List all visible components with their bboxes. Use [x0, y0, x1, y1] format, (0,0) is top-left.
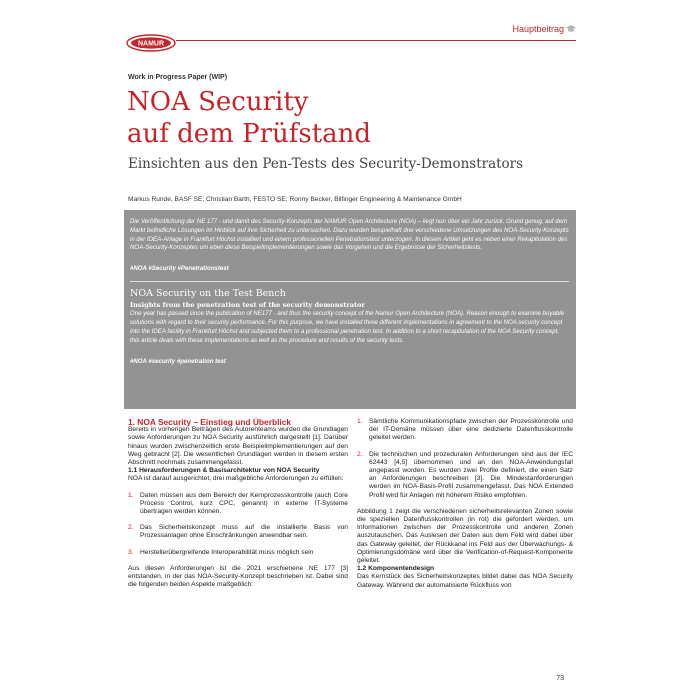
subsection-heading-1-1: 1.1 Herausforderungen & Basisarchitektur von NOA Security [128, 467, 320, 475]
requirements-paragraph: NOA ist darauf ausgerichtet, drei maßgebliche Anforderungen zu erfüllen: [128, 475, 344, 483]
title-line-1: NOA Security [127, 87, 309, 117]
list-item [357, 418, 573, 443]
list-item [128, 549, 348, 557]
logo-text: NAMUR [137, 40, 165, 48]
mortarboard-icon [566, 25, 576, 33]
gateway-paragraph: Das Kernstück des Sicherheitskonzeptes bildet dabei das NOA Security Gateway. Während der automatisierte Rückfluss von [357, 573, 573, 589]
namur-logo [126, 34, 176, 52]
list-text: Die technischen und prozeduralen Anforderungen sind aus der IEC 62443 [4,5] übernommen und an den NOA-Anwendungsfall angepasst worden. Es wurden zwei Profile definiert, die einen Satz an Anforderungen beschreiben [3]. Die Mindestanforderungen werden im NOA-Basis-Profil zusammengefasst. Das NOA Extended Profil wird für Anlagen mit höherem Risiko empfohlen. [369, 450, 573, 499]
aspects-list [357, 418, 573, 500]
list-number: 3. [128, 548, 134, 556]
author-line: Markus Runde, BASF SE; Christian Barth, FESTO SE; Ronny Becker, Bilfinger Engineering & Maintenance GmbH [128, 196, 462, 203]
list-item [357, 451, 573, 500]
list-item [128, 524, 348, 540]
abstract-english-subtitle: Insights from the penetration test of the security demonstrator [130, 301, 365, 310]
subsection-heading-1-2: 1.2 Komponentendesign [357, 565, 435, 573]
list-text: Daten müssen aus dem Bereich der Kernprozesskontrolle (auch Core Process Control, kurz CPC, genannt) in externe IT-Systeme übertragen werden können. [140, 491, 348, 516]
abstract-english-tags: #NOA #security #penetration test [130, 358, 226, 366]
figure-1-paragraph: Abbildung 1 zeigt die verschiedenen sicherheitsrelevanten Zonen sowie die speziellen Datenflusskontrollen (in rot) die gefordert werden, um Informationen zwischen der Prozesskontrolle und anderen Zonen auszutauschen. Das Auslesen der Daten aus dem Feld wird dabei über das Gateway geleitet, der Rückkanal ins Feld aus der Überwachungs- & Optimierungsdomäne wird über die Verification-of-Request-Komponente geleitet. [357, 507, 573, 565]
list-item [128, 492, 348, 517]
list-number: 1. [357, 418, 363, 425]
requirements-list [128, 492, 348, 557]
section-heading-1: 1. NOA Security – Einstieg und Überblick [128, 417, 292, 427]
article-subtitle: Einsichten aus den Pen-Tests des Security-Demonstrators [128, 156, 524, 172]
list-number: 1. [128, 491, 134, 499]
abstract-english-title: NOA Security on the Test Bench [130, 288, 286, 300]
abstract-divider [130, 281, 569, 282]
ne177-paragraph: Aus diesen Anforderungen ist die 2021 erschienene NE 177 [3] entstanden, in der das NOA-Security-Konzept beschrieben ist. Dabei sind die folgenden beiden Aspekte maßgeblich: [128, 564, 348, 589]
abstract-english: One year has passed since the publication of NE177 - and thus the security concept of the Namur Open Architecture (NOA). Reason enough to examine buyable solutions with regard to their security performance. For this purpose, we have installed three different implementations in agreement to the NOA security concept into the IDEA facility in Frankfurt Höchst and subjected them to a professional penetration test. In addition to a short recapitulation of the NOA Security concept, this article deals with these implementations as well as the procedure and results of the security tests. [130, 310, 565, 344]
abstract-box [124, 210, 576, 409]
body-column-left [128, 418, 348, 589]
list-number: 2. [357, 450, 363, 458]
intro-paragraph: Bereits in vorherigen Beiträgen des Autorenteams wurden die Grundlagen sowie Anforderungen zu NOA Security ausführlich dargestellt [1]. Darüber hinaus wurden zwischenzeitlich erste Beispielimplementierungen auf den Weg gebracht [2]. Die wesentlichen Grundlagen werden in diesem ersten Abschnitt nochmals zusammengefasst. [128, 426, 348, 467]
list-text: Das Sicherheitskonzept muss auf die installierte Basis von Prozessanlagen ohne Einschränkungen anwendbar sein. [140, 524, 348, 540]
article-title [127, 86, 547, 150]
abstract-german-tags: #NOA #Security #Penetrationstest [130, 265, 229, 273]
list-number: 2. [128, 524, 134, 532]
page-number: 73 [556, 675, 564, 682]
section-label: Hauptbeitrag [512, 24, 564, 34]
header-rule [176, 40, 576, 41]
abstract-german: Die Veröffentlichung der NE 177 - und damit des Security-Konzepts der NAMUR Open Architecture (NOA) – liegt nun über ein Jahr zurück. Grund genug, auf dem Markt befindliche Lösungen im Hinblick auf ihre Sicherheit zu untersuchen. Dazu wurden beispielhaft drei verschiedene Umsetzungen des NOA-Security-Konzepts in der IDEA-Anlage in Frankfurt Höchst installiert und einem professionellen Penetrationstest unterzogen. In diesem Artikel geht es neben einer Rekapitulation des NOA-Security-Konzeptes um eben diese Beispielimplementierungen sowie das Vorgehen und die Ergebnisse der Sicherheitstests. [130, 218, 569, 252]
list-text: Sämtliche Kommunikationspfade zwischen der Prozesskontrolle und der IT-Domäne müssen über eine dedizierte Datenflusskontrolle geleitet werden. [369, 418, 573, 442]
title-line-2: auf dem Prüfstand [127, 119, 372, 149]
article-kicker: Work in Progress Paper (WIP) [128, 74, 228, 81]
body-column-right [357, 418, 573, 590]
list-text: Herstellerübergreifende Interoperabilität muss möglich sein [140, 548, 314, 556]
